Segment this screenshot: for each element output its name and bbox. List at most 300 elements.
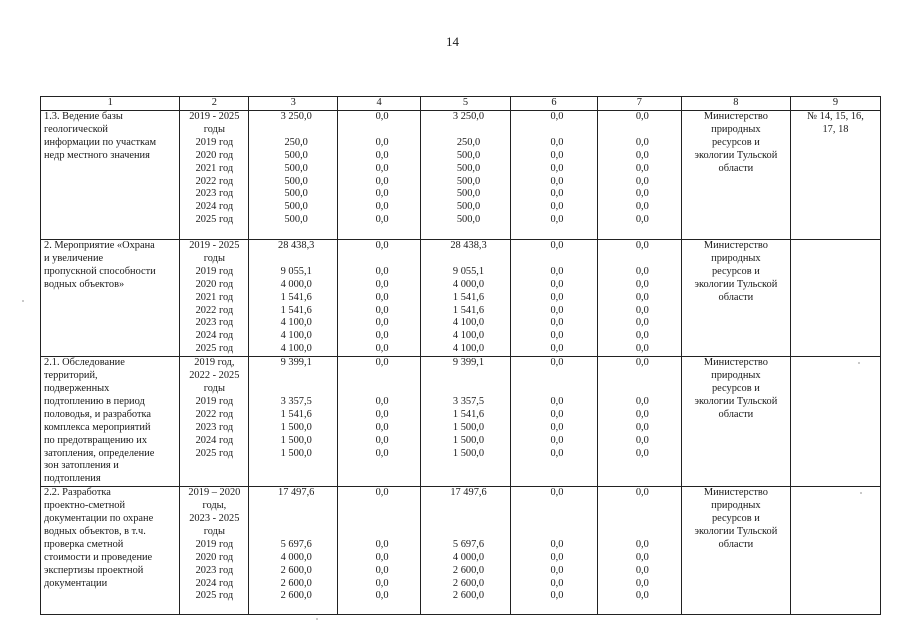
column-number: 7 (597, 97, 681, 111)
cell-line: 0,0 (635, 590, 649, 602)
cell-line: 0,0 (375, 577, 389, 589)
cell-line (514, 526, 594, 539)
cell-line (252, 383, 334, 396)
amount-col4-cell (338, 111, 421, 240)
cell-line: 0,0 (635, 291, 649, 303)
cell-line: годы (203, 123, 225, 135)
cell-line: 2022 год (195, 408, 234, 420)
cell-line: 0,0 (550, 421, 564, 433)
cell-line: области (718, 291, 754, 303)
cell-line: 0,0 (375, 304, 389, 316)
cell-line: 4 000,0 (280, 278, 312, 290)
scan-speck (860, 492, 862, 494)
cell-line: Министерство (703, 240, 768, 251)
cell-line: 0,0 (550, 538, 564, 550)
cell-line: 0,0 (550, 551, 564, 563)
cell-line: территорий, (44, 370, 98, 382)
cell-line: зон затопления и (44, 460, 119, 472)
cell-line: 0,0 (635, 278, 649, 290)
cell-line: 0,0 (635, 304, 649, 316)
cell-line: 0,0 (635, 564, 649, 576)
cell-line: 500,0 (456, 175, 481, 187)
cell-line: 500,0 (456, 162, 481, 174)
cell-line: 0,0 (375, 551, 389, 563)
cell-line: 0,0 (375, 487, 389, 499)
cell-line: 0,0 (550, 111, 564, 122)
cell-line: 1 541,6 (452, 304, 485, 316)
cell-line: 0,0 (550, 577, 564, 589)
cell-line: 500,0 (284, 149, 308, 161)
cell-line: 0,0 (635, 551, 649, 563)
cell-line: 250,0 (284, 136, 308, 148)
cell-line: 5 697,6 (280, 538, 312, 550)
column-number: 4 (338, 97, 421, 111)
scan-speck (316, 618, 318, 620)
cell-line: годы, (202, 500, 227, 512)
cell-line: половодья, и разработка (44, 408, 151, 420)
cell-line: пропускной способности (44, 265, 156, 277)
column-number: 2 (180, 97, 249, 111)
cell-line: 0,0 (375, 111, 389, 122)
cell-line: Министерство (703, 111, 768, 122)
cell-line: 4 000,0 (452, 551, 485, 563)
cell-line: экологии Тульской (694, 278, 778, 290)
period-cell (180, 240, 249, 357)
cell-line: 0,0 (635, 162, 649, 174)
indicator-ref-cell (790, 357, 880, 487)
cell-line: водных объектов» (44, 278, 125, 290)
cell-line: области (718, 408, 754, 420)
cell-line: 0,0 (550, 162, 564, 174)
cell-line: 1 500,0 (452, 434, 485, 446)
cell-line: проектно-сметной (44, 500, 126, 512)
cell-line (514, 253, 594, 266)
cell-line: 3 250,0 (280, 111, 312, 122)
responsible-org-cell (681, 487, 790, 615)
cell-line: 2023 - 2025 (189, 513, 240, 525)
cell-line: 4 100,0 (280, 330, 312, 342)
cell-line: 2025 год (195, 447, 234, 459)
cell-line: 0,0 (375, 434, 389, 446)
cell-line: 17 497,6 (278, 487, 315, 499)
cell-line: геологической (44, 123, 108, 135)
cell-line: 2 600,0 (280, 577, 312, 589)
cell-line: 2023 год (195, 421, 234, 433)
scan-speck (22, 300, 24, 302)
cell-line: 4 100,0 (280, 317, 312, 329)
cell-line: 1 541,6 (452, 408, 485, 420)
amount-col5-cell (421, 111, 511, 240)
cell-line: 2 600,0 (452, 590, 485, 602)
cell-line: 2022 год (195, 175, 234, 187)
cell-line (514, 513, 594, 526)
cell-line (601, 383, 678, 396)
cell-line: 0,0 (635, 214, 649, 226)
cell-line (601, 370, 678, 383)
amount-col7-cell (597, 487, 681, 615)
cell-line: 2019 – 2020 (188, 487, 241, 499)
cell-line: 0,0 (635, 149, 649, 161)
table-row (41, 487, 881, 615)
amount-col6-cell (510, 240, 597, 357)
cell-line: 500,0 (456, 201, 481, 213)
cell-line: 2019 год (195, 395, 234, 407)
amount-col3-cell (249, 357, 338, 487)
cell-line: 2019 - 2025 (189, 111, 240, 122)
cell-line (514, 383, 594, 396)
cell-line: 0,0 (375, 291, 389, 303)
amount-col7-cell (597, 240, 681, 357)
cell-line (252, 124, 334, 137)
cell-line: 0,0 (375, 590, 389, 602)
cell-line: области (718, 162, 754, 174)
activity-name-cell (41, 240, 180, 357)
cell-line: 3 357,5 (280, 395, 312, 407)
cell-line (424, 513, 507, 526)
responsible-org-cell (681, 111, 790, 240)
cell-line: 0,0 (635, 343, 649, 355)
cell-line (341, 383, 417, 396)
activity-name-cell (41, 111, 180, 240)
cell-line (424, 253, 507, 266)
cell-line: 0,0 (550, 265, 564, 277)
period-cell (180, 357, 249, 487)
cell-line: 4 100,0 (452, 317, 485, 329)
cell-line: 2020 год (195, 149, 234, 161)
cell-line: 0,0 (635, 395, 649, 407)
cell-line: 0,0 (375, 265, 389, 277)
cell-line: 2023 год (195, 564, 234, 576)
cell-line: 9 055,1 (452, 265, 485, 277)
amount-col5-cell (421, 357, 511, 487)
amount-col3-cell (249, 487, 338, 615)
cell-line: затопления, определение (44, 447, 155, 459)
cell-line: 0,0 (375, 201, 389, 213)
amount-col4-cell (338, 487, 421, 615)
cell-line: 2 600,0 (452, 577, 485, 589)
cell-line: 2025 год (195, 343, 234, 355)
cell-line (341, 513, 417, 526)
cell-line (514, 124, 594, 137)
cell-line: 2019 год (195, 538, 234, 550)
cell-line: 0,0 (375, 214, 389, 226)
cell-line: 250,0 (456, 136, 481, 148)
column-number: 5 (421, 97, 511, 111)
cell-line: 1 541,6 (452, 291, 485, 303)
cell-line: природных (711, 252, 761, 264)
cell-line (601, 513, 678, 526)
cell-line: документации по охране (44, 513, 154, 525)
column-number: 8 (681, 97, 790, 111)
cell-line: 0,0 (635, 538, 649, 550)
cell-line: по предотвращению их (44, 434, 148, 446)
cell-line: 500,0 (284, 162, 308, 174)
amount-col6-cell (510, 487, 597, 615)
amount-col5-cell (421, 240, 511, 357)
cell-line: природных (711, 500, 761, 512)
cell-line: 0,0 (635, 408, 649, 420)
cell-line (601, 124, 678, 137)
cell-line: 1 541,6 (280, 304, 312, 316)
cell-line (341, 253, 417, 266)
cell-line: 0,0 (375, 538, 389, 550)
amount-col5-cell (421, 487, 511, 615)
cell-line: Министерство (703, 487, 768, 499)
cell-line: 2020 год (195, 278, 234, 290)
cell-line: ресурсов и (711, 382, 760, 394)
cell-line (252, 500, 334, 513)
cell-line: 2 600,0 (452, 564, 485, 576)
cell-line: 0,0 (375, 240, 389, 251)
program-table (40, 96, 881, 615)
cell-line: 0,0 (635, 265, 649, 277)
cell-line (514, 500, 594, 513)
cell-line: 0,0 (550, 564, 564, 576)
cell-line: ресурсов и (711, 513, 760, 525)
cell-line: Министерство (703, 357, 768, 369)
cell-line: природных (711, 123, 761, 135)
cell-line: 0,0 (550, 357, 564, 369)
cell-line: 0,0 (635, 330, 649, 342)
cell-line: 2022 год (195, 304, 234, 316)
cell-line: 1 500,0 (452, 447, 485, 459)
cell-line (252, 370, 334, 383)
cell-line: 2019 год (195, 136, 234, 148)
scan-speck (858, 362, 860, 364)
cell-line: годы (203, 252, 225, 264)
cell-line: 0,0 (635, 357, 649, 369)
cell-line: 0,0 (635, 240, 649, 251)
cell-line: 0,0 (375, 447, 389, 459)
cell-line: 0,0 (635, 434, 649, 446)
table-body (41, 111, 881, 615)
cell-line (341, 526, 417, 539)
cell-line: 4 100,0 (452, 343, 485, 355)
cell-line: 1.3. Ведение базы (44, 111, 123, 122)
cell-line: 2022 - 2025 (189, 370, 240, 382)
cell-line: и увеличение (44, 252, 104, 264)
cell-line (514, 370, 594, 383)
cell-line: 0,0 (635, 111, 649, 122)
cell-line: 0,0 (375, 564, 389, 576)
cell-line: 4 000,0 (452, 278, 485, 290)
cell-line: экспертизы проектной (44, 564, 144, 576)
cell-line: 0,0 (550, 304, 564, 316)
cell-line: информации по участкам (44, 136, 157, 148)
cell-line: 1 500,0 (280, 421, 312, 433)
cell-line: 0,0 (635, 317, 649, 329)
cell-line: 0,0 (375, 149, 389, 161)
cell-line: 2023 год (195, 317, 234, 329)
cell-line: подтоплению в период (44, 395, 145, 407)
table-row (41, 357, 881, 487)
cell-line: 2020 год (195, 551, 234, 563)
cell-line (601, 500, 678, 513)
cell-line: 0,0 (550, 175, 564, 187)
cell-line: экологии Тульской (694, 395, 778, 407)
cell-line: 0,0 (375, 421, 389, 433)
cell-line: 0,0 (550, 434, 564, 446)
indicator-ref-cell (790, 487, 880, 615)
cell-line: 0,0 (550, 447, 564, 459)
cell-line: 0,0 (375, 330, 389, 342)
amount-col7-cell (597, 111, 681, 240)
cell-line: 0,0 (550, 590, 564, 602)
cell-line: 1 500,0 (452, 421, 485, 433)
cell-line: подверженных (44, 382, 110, 394)
cell-line: 0,0 (550, 278, 564, 290)
cell-line: недр местного значения (44, 149, 150, 161)
cell-line: 0,0 (550, 330, 564, 342)
cell-line: 0,0 (635, 421, 649, 433)
cell-line: 0,0 (550, 188, 564, 200)
cell-line: 2019 год, (194, 357, 235, 369)
cell-line: 0,0 (375, 343, 389, 355)
cell-line: 4 000,0 (280, 551, 312, 563)
cell-line: подтопления (44, 473, 101, 485)
cell-line: 2.1. Обследование (44, 357, 125, 369)
cell-line: 4 100,0 (280, 343, 312, 355)
cell-line: 1 541,6 (280, 408, 312, 420)
column-number: 6 (510, 97, 597, 111)
cell-line: 0,0 (375, 357, 389, 369)
cell-line: 0,0 (375, 408, 389, 420)
cell-line: 17 497,6 (450, 487, 487, 499)
cell-line: 0,0 (635, 577, 649, 589)
cell-line: 17, 18 (822, 123, 849, 135)
cell-line: 4 100,0 (452, 330, 485, 342)
responsible-org-cell (681, 240, 790, 357)
cell-line: 28 438,3 (278, 240, 315, 251)
cell-line: 500,0 (284, 201, 308, 213)
cell-line: 0,0 (635, 175, 649, 187)
cell-line: 500,0 (284, 188, 308, 200)
column-number: 9 (790, 97, 880, 111)
cell-line: 2023 год (195, 188, 234, 200)
cell-line: комплекса мероприятий (44, 421, 151, 433)
cell-line: 2021 год (195, 291, 234, 303)
column-number: 1 (41, 97, 180, 111)
cell-line: 2024 год (195, 201, 234, 213)
cell-line: 0,0 (550, 291, 564, 303)
table-row (41, 111, 881, 240)
cell-line: 0,0 (550, 317, 564, 329)
cell-line: проверка сметной (44, 538, 124, 550)
cell-line: документации (44, 577, 108, 589)
cell-line: № 14, 15, 16, (807, 111, 864, 122)
cell-line: годы (203, 525, 225, 537)
cell-line: стоимости и проведение (44, 551, 153, 563)
cell-line: 0,0 (375, 175, 389, 187)
cell-line (424, 370, 507, 383)
cell-line: 0,0 (550, 408, 564, 420)
cell-line: годы (203, 382, 225, 394)
cell-line: 1 500,0 (280, 434, 312, 446)
cell-line: 500,0 (456, 214, 481, 226)
cell-line: 500,0 (284, 175, 308, 187)
cell-line: 2024 год (195, 330, 234, 342)
cell-line: 0,0 (550, 214, 564, 226)
cell-line: 0,0 (375, 136, 389, 148)
cell-line: 0,0 (375, 278, 389, 290)
table-row (41, 240, 881, 357)
cell-line: 500,0 (456, 149, 481, 161)
indicator-ref-cell (790, 111, 880, 240)
cell-line: 2025 год (195, 590, 234, 602)
cell-line (424, 526, 507, 539)
cell-line: экологии Тульской (694, 525, 778, 537)
cell-line: 9 399,1 (280, 357, 312, 369)
cell-line: 3 357,5 (452, 395, 485, 407)
amount-col6-cell (510, 111, 597, 240)
cell-line: 2021 год (195, 162, 234, 174)
period-cell (180, 111, 249, 240)
cell-line (601, 526, 678, 539)
cell-line: 0,0 (635, 447, 649, 459)
cell-line: 0,0 (550, 240, 564, 251)
indicator-ref-cell (790, 240, 880, 357)
cell-line (424, 383, 507, 396)
cell-line (341, 124, 417, 137)
cell-line: 0,0 (375, 162, 389, 174)
activity-name-cell (41, 487, 180, 615)
page-number: 14 (446, 34, 459, 49)
cell-line: области (718, 538, 754, 550)
cell-line: 2. Мероприятие «Охрана (44, 240, 155, 251)
cell-line: 0,0 (550, 343, 564, 355)
cell-line: 2.2. Разработка (44, 487, 111, 499)
column-number: 3 (249, 97, 338, 111)
activity-name-cell (41, 357, 180, 487)
cell-line: 9 055,1 (280, 265, 312, 277)
cell-line (252, 513, 334, 526)
cell-line: 2 600,0 (280, 590, 312, 602)
cell-line: 28 438,3 (450, 240, 487, 251)
cell-line (252, 253, 334, 266)
responsible-org-cell (681, 357, 790, 487)
cell-line: 0,0 (550, 149, 564, 161)
cell-line (341, 500, 417, 513)
cell-line: 2019 - 2025 (189, 240, 240, 251)
column-number-row (41, 97, 881, 111)
cell-line: 0,0 (375, 395, 389, 407)
cell-line: 5 697,6 (452, 538, 485, 550)
cell-line: 0,0 (635, 487, 649, 499)
cell-line (252, 526, 334, 539)
amount-col6-cell (510, 357, 597, 487)
cell-line (424, 124, 507, 137)
cell-line: 2019 год (195, 265, 234, 277)
amount-col3-cell (249, 111, 338, 240)
cell-line: 0,0 (550, 136, 564, 148)
cell-line: ресурсов и (711, 265, 760, 277)
cell-line (424, 500, 507, 513)
cell-line (601, 253, 678, 266)
cell-line: 1 541,6 (280, 291, 312, 303)
cell-line: 9 399,1 (452, 357, 485, 369)
period-cell (180, 487, 249, 615)
cell-line: природных (711, 370, 761, 382)
cell-line: 2 600,0 (280, 564, 312, 576)
cell-line: 0,0 (550, 487, 564, 499)
cell-line: 0,0 (635, 136, 649, 148)
cell-line: 0,0 (550, 201, 564, 213)
cell-line: 0,0 (635, 188, 649, 200)
cell-line: 0,0 (375, 188, 389, 200)
cell-line: 2024 год (195, 434, 234, 446)
cell-line: 0,0 (550, 395, 564, 407)
cell-line: ресурсов и (711, 136, 760, 148)
